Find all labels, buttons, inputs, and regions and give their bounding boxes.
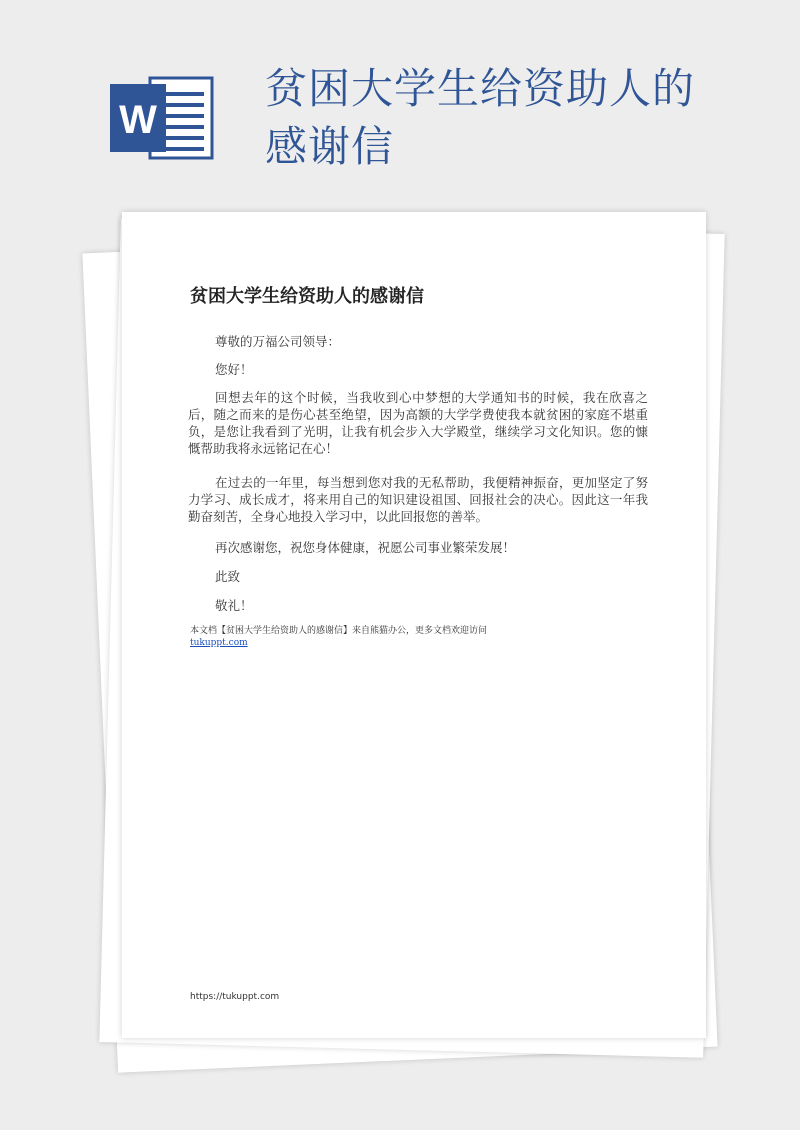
word-document-icon (110, 76, 214, 160)
page-footer-url: https://tukuppt.com (190, 992, 280, 1002)
document-page (122, 212, 706, 1038)
letter-greeting: 您好！ (215, 362, 253, 377)
letter-paragraph: 再次感谢您，祝您身体健康，祝愿公司事业繁荣发展！ (215, 540, 516, 555)
source-link[interactable]: tukuppt.com (190, 638, 248, 648)
header (0, 0, 800, 200)
word-logo-letter: W (119, 98, 157, 142)
source-note (190, 625, 650, 649)
document-title: 贫困大学生给资助人的感谢信 (265, 64, 696, 171)
letter-closing: 敬礼！ (215, 598, 253, 613)
source-note-text: 本文档【贫困大学生给资助人的感谢信】来自熊猫办公，更多文档欢迎访问 (190, 626, 488, 636)
letter-paragraph: 回想去年的这个时候，当我收到心中梦想的大学通知书的时候，我在欣喜之后，随之而来的是伤心甚至绝望，因为高额的大学学费使我本就贫困的家庭不堪重负，是您让我看到了光明，让我有机会步入大学殿堂，继续学习文化知识。您的慷慨帮助我将永远铭记在心！ (188, 390, 648, 456)
letter-title: 贫困大学生给资助人的感谢信 (190, 286, 424, 307)
letter-closing: 此致 (215, 569, 241, 584)
letter-paragraph: 在过去的一年里，每当想到您对我的无私帮助，我便精神振奋，更加坚定了努力学习、成长成才，将来用自己的知识建设祖国、回报社会的决心。因此这一年我勤奋刻苦，全身心地投入学习中，以此回报您的善举。 (188, 475, 648, 524)
letter-salutation: 尊敬的万福公司领导： (215, 334, 341, 349)
